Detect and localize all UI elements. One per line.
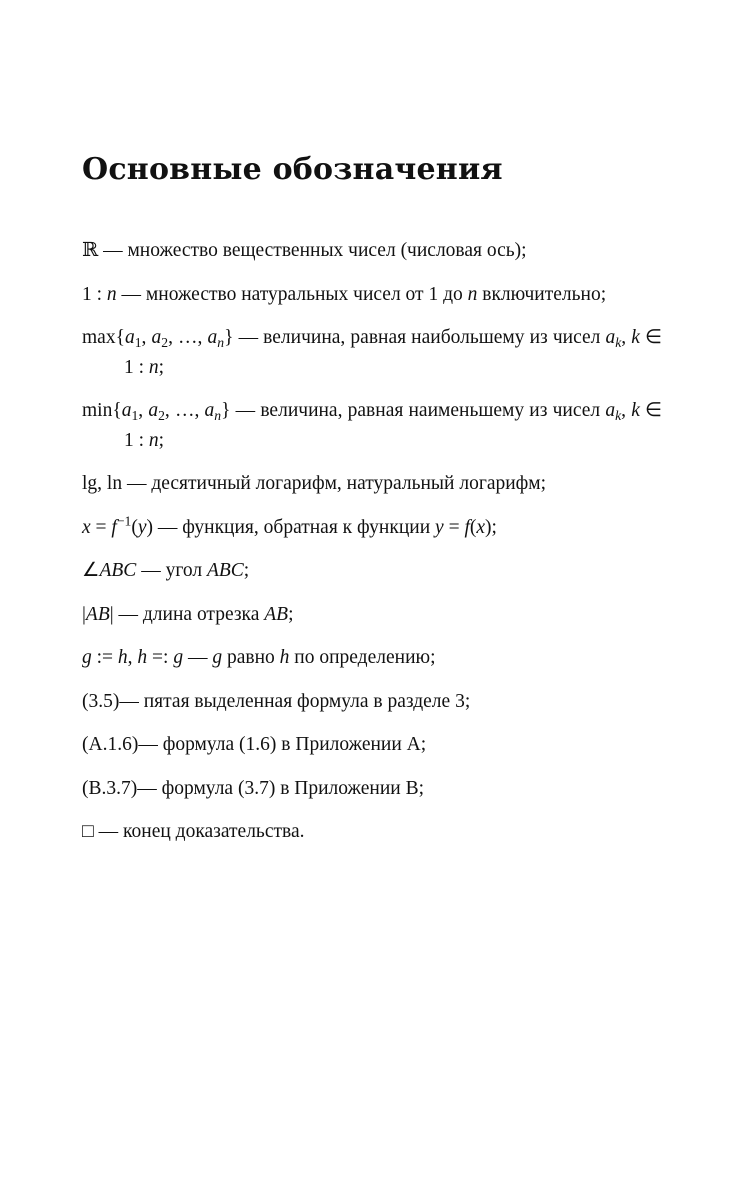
notation-symbol: lg, ln [82, 473, 123, 494]
notation-item-log [82, 469, 662, 499]
notation-item-range [82, 280, 662, 310]
notation-description: — множество натуральных чисел от 1 до n включительно; [116, 283, 607, 305]
notation-symbol: (A.1.6) [82, 734, 139, 755]
notation-symbol: $x = f^{-1}(y)$ [82, 513, 153, 538]
notation-item-reals [82, 235, 662, 266]
page-title: Основные обозначения [82, 152, 503, 187]
notation-symbol: □ [82, 821, 94, 842]
notation-item-min [82, 396, 662, 455]
notation-item-angle [82, 556, 662, 586]
notation-description: — величина, равная наибольшему из чисел $a_k$, k ∈ 1 : n; [124, 327, 663, 378]
notation-symbol: 1 : n [82, 283, 117, 305]
notation-description: — пятая выделенная формула в разделе 3; [119, 690, 471, 712]
notation-description: — формула (1.6) в Приложении A; [138, 734, 427, 755]
notation-item-appendix-b [82, 774, 662, 804]
notation-list [82, 235, 662, 861]
notation-symbol: ∠ABC [82, 560, 137, 581]
notation-symbol: $\max\{a_1$, $a_2$, …, $a_n$} [82, 327, 234, 351]
notation-item-length [82, 600, 662, 630]
notation-description: — величина, равная наименьшему из чисел $a_k$, k ∈ 1 : n; [124, 400, 663, 451]
notation-description: — формула (3.7) в Приложении B; [137, 777, 425, 799]
notation-description: — десятичный логарифм, натуральный логарифм; [122, 473, 547, 494]
notation-description: — множество вещественных чисел (числовая ось); [98, 240, 527, 261]
notation-symbol: (3.5) [82, 690, 120, 712]
notation-item-max [82, 323, 662, 382]
notation-item-formula-ref [82, 687, 662, 717]
notation-item-qed [82, 817, 662, 847]
notation-description: — функция, обратная к функции y = f(x); [153, 516, 497, 538]
notation-symbol: |AB| [82, 603, 114, 625]
notation-description: — длина отрезка AB; [113, 603, 294, 625]
notation-item-inverse [82, 513, 662, 543]
notation-symbol: $\min\{a_1$, $a_2$, …, $a_n$} [82, 400, 231, 424]
notation-symbol: g := h, h =: g [82, 647, 184, 668]
notation-item-definition [82, 643, 662, 673]
notation-symbol: ℝ [82, 238, 99, 261]
notation-description: — g равно h по определению; [183, 647, 436, 668]
notation-description: — угол ABC; [136, 560, 250, 581]
notation-symbol: (B.3.7) [82, 777, 138, 799]
notation-description: — конец доказательства. [93, 821, 305, 842]
notation-item-appendix-a [82, 730, 662, 760]
